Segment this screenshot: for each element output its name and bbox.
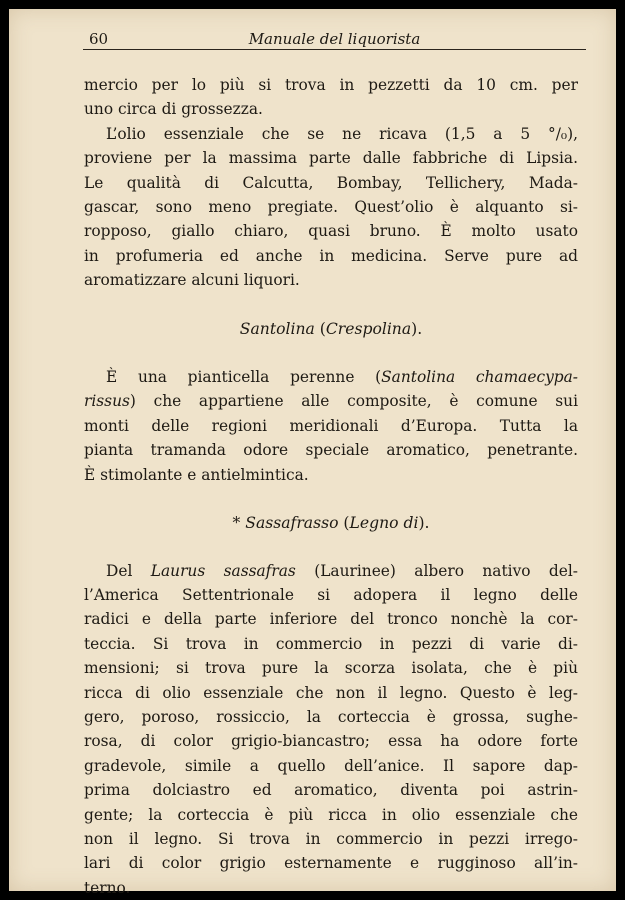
text-line: mercio per lo più si trova in pezzetti da 10 cm. per: [84, 76, 578, 94]
text-line: uno circa di grossezza.: [84, 100, 263, 119]
species-name: rissus: [84, 392, 130, 411]
text-line: in profumeria ed anche in medicina. Serve pure ad: [84, 246, 578, 265]
text-line: pianta tramanda odore speciale aromatico, penetrante.: [84, 441, 578, 460]
heading-name: Sassafrasso: [245, 514, 339, 533]
text-line: monti delle regioni meridionali d’Europa. Tutta la: [84, 416, 578, 435]
text-line: proviene per la massima parte dalle fabbriche di Lipsia.: [84, 149, 578, 168]
text-run: ) che appartiene alle composite, è comune sui: [129, 392, 578, 411]
page-number: 60: [89, 30, 109, 48]
text-line: gero, poroso, rossiccio, la corteccia è grossa, sughe-: [84, 707, 578, 726]
text-line: [84, 365, 578, 389]
heading-paren-open: (: [338, 514, 350, 533]
text-line: terno.: [84, 878, 131, 897]
text-run: Del: [106, 561, 151, 580]
text-line: non il legno. Si trova in commercio in pezzi irrego-: [84, 829, 578, 848]
text-line: teccia. Si trova in commercio in pezzi di varie di-: [84, 634, 578, 653]
paragraph-sassafrasso: [84, 559, 578, 900]
heading-paren-close: ).: [418, 514, 430, 533]
text-line: ropposo, giallo chiaro, quasi bruno. È molto usato: [84, 222, 578, 241]
section-heading-santolina: [84, 317, 578, 341]
heading-star: *: [232, 514, 246, 533]
page-content: [84, 73, 578, 900]
species-name: Santolina chamaecypa-: [381, 368, 578, 387]
running-title: Manuale del liquorista: [248, 30, 421, 48]
text-line: gradevole, simile a quello dell’anice. Il sapore dap-: [84, 756, 578, 775]
text-line: [84, 389, 578, 413]
heading-paren-open: (: [314, 319, 326, 338]
text-line: prima dolciastro ed aromatico, diventa poi astrin-: [84, 781, 578, 800]
text-line: È stimolante e antielmintica.: [84, 465, 309, 484]
text-line: lari di color grigio esternamente e rugginoso all’in-: [84, 854, 578, 873]
text-line: gascar, sono meno pregiate. Quest’olio è alquanto si-: [84, 198, 578, 217]
text-line: mensioni; si trova pure la scorza isolata, che è più: [84, 659, 578, 678]
species-name: Laurus sassafras: [150, 561, 296, 580]
text-line: L’olio essenziale che se ne ricava (1,5 a 5 °/₀),: [106, 124, 578, 143]
text-run: È una pianticella perenne (: [106, 368, 382, 387]
paragraph-santolina: [84, 365, 578, 487]
heading-alt-name: Crespolina: [325, 319, 412, 338]
text-line: [84, 559, 578, 583]
text-line: rosa, di color grigio-biancastro; essa ha odore forte: [84, 732, 578, 751]
section-heading-sassafrasso: [84, 511, 578, 535]
text-line: ricca di olio essenziale che non il legno. Questo è leg-: [84, 683, 578, 702]
text-line: aromatizzare alcuni liquori.: [84, 271, 300, 290]
heading-paren-close: ).: [411, 319, 423, 338]
text-line: Le qualità di Calcutta, Bombay, Tellichery, Mada-: [84, 173, 578, 192]
heading-alt-name: Legno di: [349, 514, 419, 533]
text-line: radici e della parte inferiore del tronco nonchè la cor-: [84, 610, 578, 629]
text-line: gente; la corteccia è più ricca in olio essenziale che: [84, 805, 578, 824]
text-line: l’America Settentrionale si adopera il legno delle: [84, 585, 578, 604]
text-run: (Laurinee) albero nativo del-: [295, 561, 579, 580]
book-page: [9, 9, 616, 897]
page-header: [83, 21, 586, 50]
paragraph-continuation: [84, 73, 578, 122]
heading-name: Santolina: [239, 319, 315, 338]
paragraph-essential-oil: [84, 122, 578, 293]
